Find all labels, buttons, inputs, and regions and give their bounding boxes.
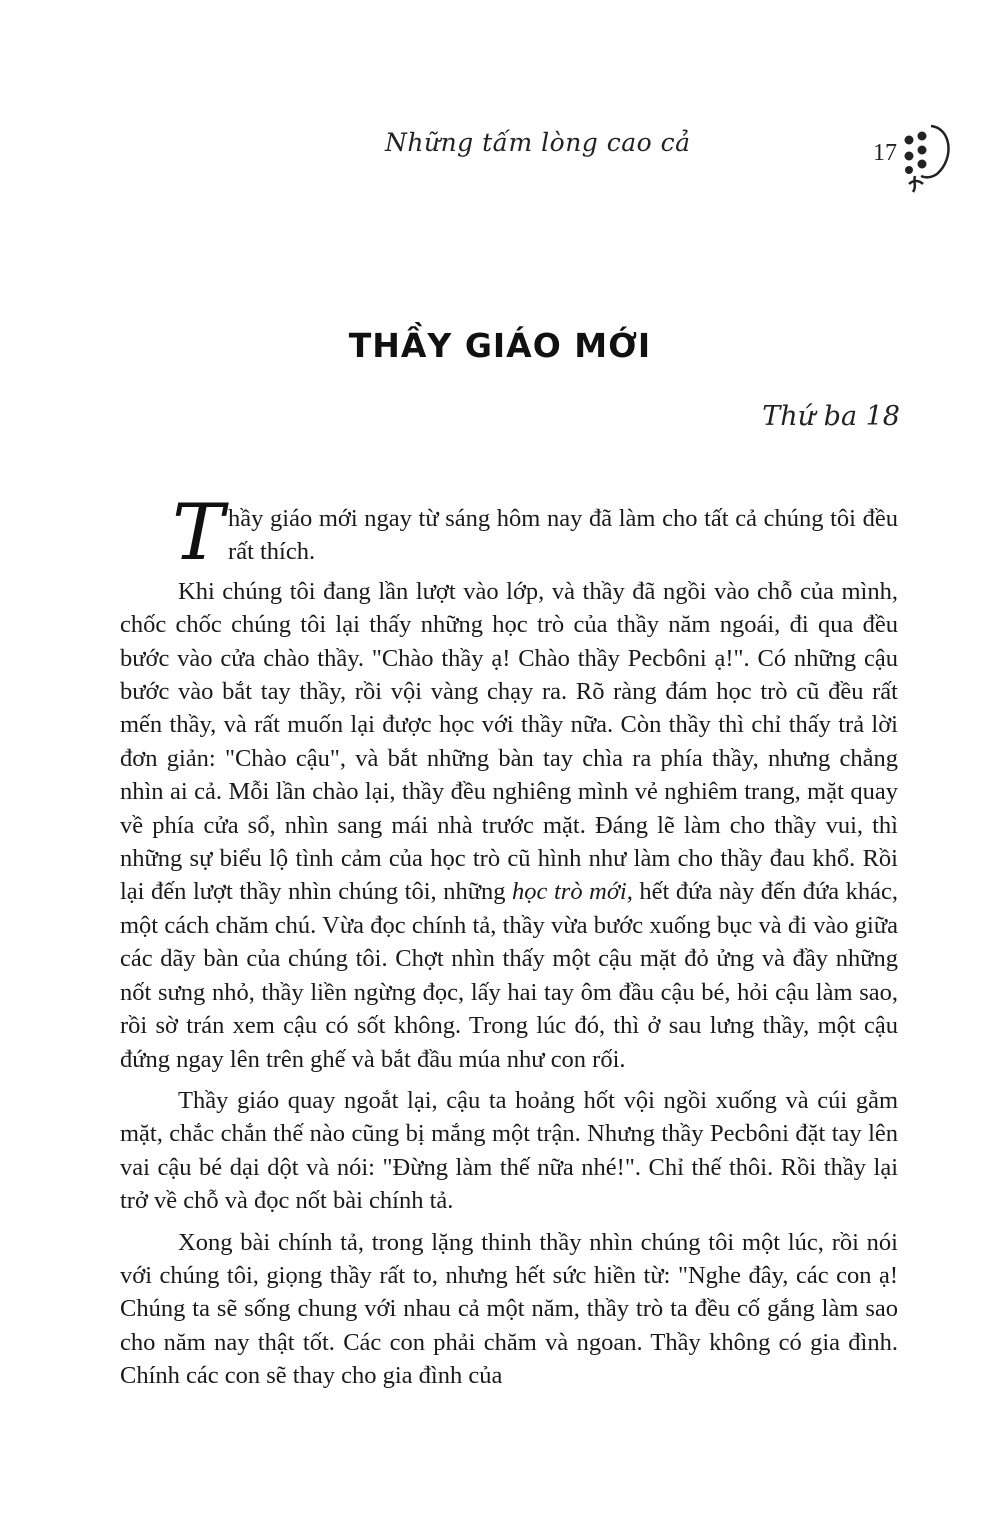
drop-cap: T (172, 488, 225, 578)
grape-cluster-ornament-icon (895, 118, 965, 198)
paragraph-2 (120, 575, 898, 1076)
paragraph-1 (120, 488, 898, 578)
paragraph-2-text-b: hết đứa này đến đứa khác, một cách chăm chú. Vừa đọc chính tả, thầy vừa bước xuống bục và đi vào giữa các dãy bàn của chúng tôi. Chợt nhìn thấy một cậu mặt đỏ ửng và đầy những nốt sưng nhỏ, thầy liền ngừng đọc, lấy hai tay ôm đầu cậu bé, hỏi cậu làm sao, rồi sờ trán xem cậu có sốt không. Trong lúc đó, thì ở sau lưng thầy, một cậu đứng ngay lên trên ghế và bắt đầu múa như con rối. (120, 878, 899, 1073)
paragraph-3: Thầy giáo quay ngoắt lại, cậu ta hoảng hốt vội ngồi xuống và cúi gằm mặt, chắc chắn thế nào cũng bị mắng một trận. Nhưng thầy Pecbôni đặt tay lên vai cậu bé dại dột và nói: "Đừng làm thế nữa nhé!". Chỉ thế thôi. Rồi thầy lại trở về chỗ và đọc nốt bài chính tả. (120, 1086, 898, 1215)
chapter-title: THẦY GIÁO MỚI (348, 326, 652, 365)
page-number: 17 (873, 140, 897, 166)
date-line: Thứ ba 18 (762, 401, 900, 432)
body-text (120, 488, 899, 1401)
paragraph-1-text: hầy giáo mới ngay từ sáng hôm nay đã làm cho tất cả chúng tôi đều rất thích. (228, 505, 898, 566)
paragraph-2-emphasis: học trò mới, (512, 878, 633, 906)
paragraph-2-text-a: Khi chúng tôi đang lần lượt vào lớp, và thầy đã ngồi vào chỗ của mình, chốc chốc chúng tôi lại thấy những học trò của thầy năm ngoái, đi qua đều bước vào cửa chào thầy. "Chào thầy ạ! Chào thầy Pecbôni ạ!". Có những cậu bước vào bắt tay thầy, rồi vội vàng chạy ra. Rõ ràng đám học trò cũ đều rất mến thầy, và rất muốn lại được học với thầy nữa. Còn thầy thì chỉ thấy trả lời đơn giản: "Chào cậu", và bắt những bàn tay chìa ra phía thầy, nhưng chẳng nhìn ai cả. Mỗi lần chào lại, thầy đều nghiêng mình vẻ nghiêm trang, mặt quay về phía cửa sổ, nhìn sang mái nhà trước mặt. Đáng lẽ làm cho thầy vui, thì những sự biểu lộ tình cảm của học trò cũ hình như làm cho thầy đau khổ. Rồi lại đến lượt thầy nhìn chúng tôi, những (120, 577, 898, 906)
running-head: Những tấm lòng cao cả (385, 128, 691, 157)
paragraph-4: Xong bài chính tả, trong lặng thinh thầy nhìn chúng tôi một lúc, rồi nói với chúng tôi, giọng thầy rất to, nhưng hết sức hiền từ: "Nghe đây, các con ạ! Chúng ta sẽ sống chung với nhau cả một năm, thầy trò ta đều cố gắng làm sao cho năm nay thật tốt. Các con phải chăm và ngoan. Thầy không có gia đình. Chính các con sẽ thay cho gia đình của (120, 1228, 898, 1390)
